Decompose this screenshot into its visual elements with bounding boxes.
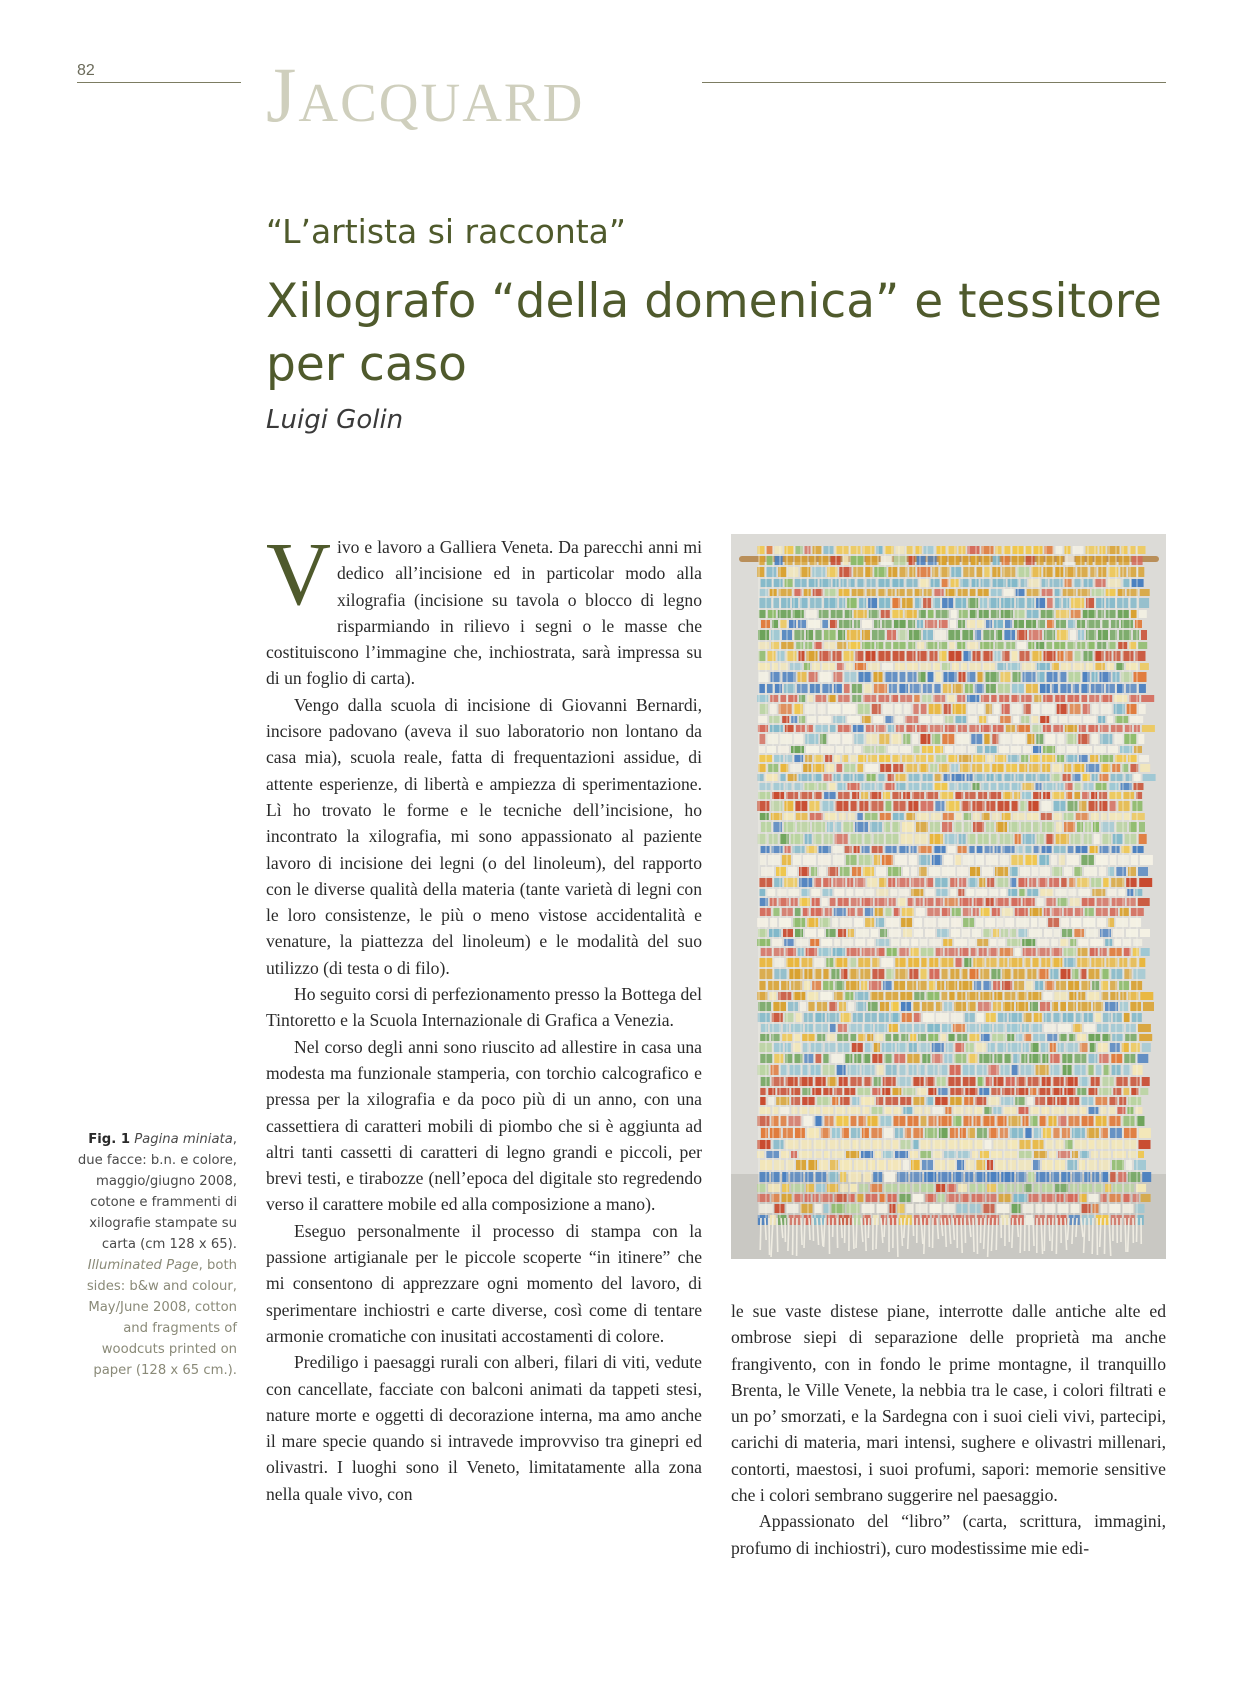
body-column-left — [266, 525, 702, 1507]
body-paragraph-5: Eseguo personalmente il processo di stampa con la passione artigianale per le piccole scoperte “in itinere” che mi consentono di apprezzare ogni momento del lavoro, di sperimentare inchiostri e carte diverse, così come di tentare armonie cromatiche con inusitati accostamenti di colore. — [266, 1220, 702, 1346]
figure-title-en: Illuminated Page — [87, 1258, 199, 1273]
drop-cap: V — [266, 525, 331, 624]
body-paragraph-8: Appassionato del “libro” (carta, scrittura, immagini, profumo di inchiostri), curo modestissime mie edi- — [731, 1511, 1166, 1558]
weaving-photo — [731, 534, 1166, 1259]
body-paragraph-1-text: ivo e lavoro a Galliera Veneta. Da parecchi anni mi dedico all’incisione ed in particolar modo alla xilografia (incisione su tavola o blocco di legno risparmiando in rilievo i segni o le masse che costituiscono l’immagine che, inchiostrata, sarà impressa su di un foglio di carta). — [266, 537, 702, 689]
weaving-artwork-image — [731, 534, 1166, 1259]
body-paragraph-4: Nel corso degli anni sono riuscito ad allestire in casa una modesta ma funzionale stamperia, con torchio calcografico e pressa per la xilografia e da poco più di un anno, con una cassettiera di caratteri mobili di piombo che si è aggiunta ad altri tanti cassetti di caratteri di legno grandi e piccoli, per brevi testi, e tirabozze (nell’epoca del digitale sto regredendo verso il carattere mobile ed alla composizione a mano). — [266, 1036, 702, 1215]
article-title: Xilografo “della domenica” e tessitore per caso — [266, 274, 1162, 392]
article-author: Luigi Golin — [266, 405, 404, 435]
body-column-right — [731, 1298, 1166, 1561]
article-kicker: “L’artista si racconta” — [266, 212, 626, 251]
header-rule-left — [77, 82, 241, 83]
page-number: 82 — [77, 62, 95, 79]
figure-title-it: Pagina miniata — [134, 1132, 233, 1147]
masthead: Jacquard — [266, 51, 585, 138]
figure-caption — [77, 1129, 237, 1381]
body-paragraph-2: Vengo dalla scuola di incisione di Giovanni Bernardi, incisore padovano (aveva il suo laboratorio non lontano da casa mia), scuola reale, fatta di frequentazioni assidue, di attente esperienze, di libertà e ampiezza di sperimentazione. Lì ho trovato le forme e le tecniche dell’incisione, ho incontrato la xilografia, mi sono appassionato al paziente lavoro di incisione dei legni (o del linoleum), del rapporto con le diverse qualità della materia (tante varietà di legni con le loro consistenze, le più o meno vistose accidentalità e venature, la piattezza del linoleum) e le modalità del suo utilizzo (di testa o di filo). — [266, 694, 702, 978]
figure-desc-it: , due facce: b.n. e colore, maggio/giugno 2008, cotone e frammenti di xilografie stampate su carta (cm 128 x 65). — [77, 1132, 237, 1252]
header-rule-right — [702, 82, 1166, 83]
body-paragraph-1 — [266, 525, 702, 692]
figure-desc-en: , both sides: b&w and colour, May/June 2008, cotton and fragments of woodcuts printed on paper (128 x 65 cm.). — [86, 1258, 237, 1378]
body-paragraph-3: Ho seguito corsi di perfezionamento presso la Bottega del Tintoretto e la Scuola Internazionale di Grafica a Venezia. — [266, 984, 702, 1031]
body-paragraph-6: Prediligo i paesaggi rurali con alberi, filari di viti, vedute con cancellate, facciate con balconi animati da tappeti stesi, nature morte e oggetti di decorazione interna, ma amo anche il mare specie quando si intravede improvviso tra ginepri ed olivastri. I luoghi sono il Veneto, limitatamente alla zona nella quale vivo, con — [266, 1352, 702, 1504]
figure-label: Fig. 1 — [88, 1132, 131, 1147]
body-paragraph-7: le sue vaste distese piane, interrotte dalle antiche alte ed ombrose siepi di separazione delle proprietà ma anche frangivento, con in fondo le prime montagne, il tranquillo Brenta, le Ville Venete, la nebbia tra le case, i colori filtrati e un po’ smorzati, e la Sardegna con i suoi cieli vivi, partecipi, carichi di materia, mari intensi, sughere e olivastri millenari, contorti, maestosi, i suoi profumi, sapori: memorie sensitive che i colori sembrano suggerire nel paesaggio. — [731, 1301, 1166, 1506]
